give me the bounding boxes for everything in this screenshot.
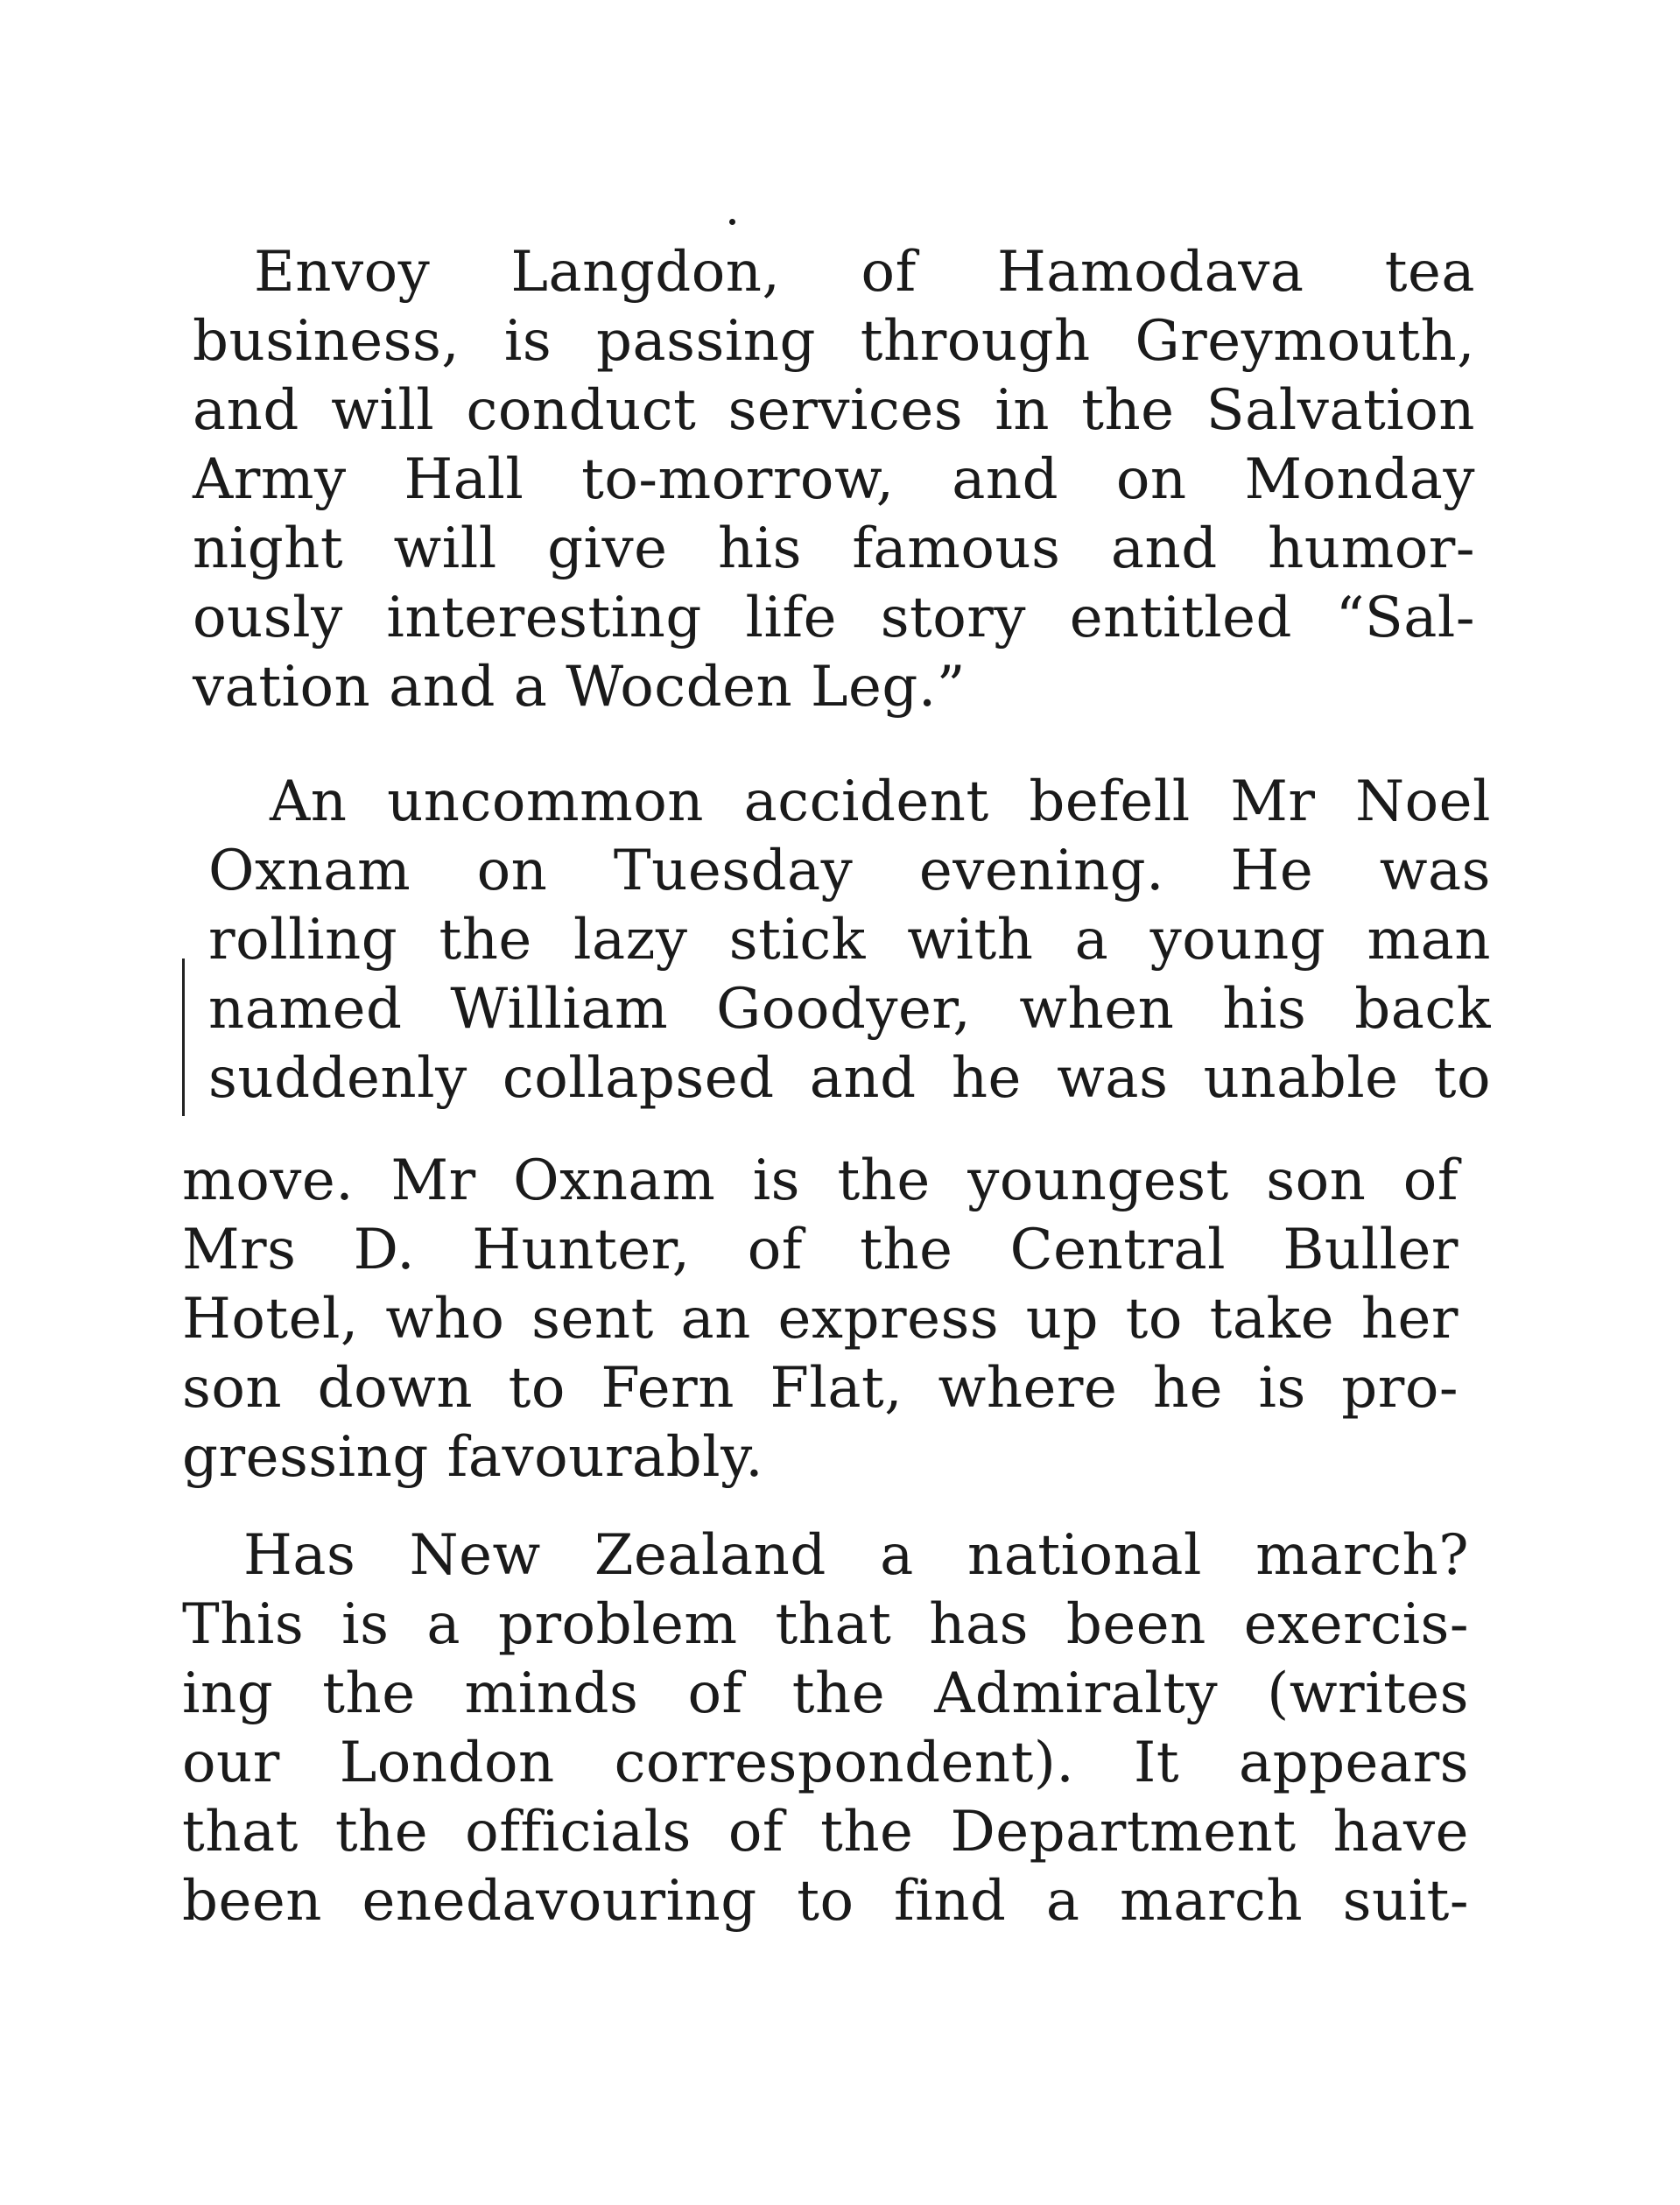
text-line: Oxnam on Tuesday evening. He was xyxy=(208,839,1491,903)
column-rule xyxy=(182,959,185,1116)
paragraph-accident xyxy=(208,768,1491,1113)
text-line: Envoy Langdon, of Hamodava tea xyxy=(254,240,1475,305)
paragraph-national-march xyxy=(182,1521,1469,1936)
text-line: son down to Fern Flat, where he is pro- xyxy=(182,1356,1459,1421)
text-line: named William Goodyer, when his back xyxy=(208,977,1491,1042)
text-line: This is a problem that has been exercis- xyxy=(182,1592,1469,1657)
text-line: suddenly collapsed and he was unable to xyxy=(208,1046,1491,1111)
text-line: been enedavouring to find a march suit- xyxy=(182,1869,1469,1934)
text-line: Mrs D. Hunter, of the Central Buller xyxy=(182,1218,1459,1282)
text-line: Army Hall to-morrow, and on Monday xyxy=(193,447,1475,512)
paragraph-accident-continued xyxy=(182,1147,1459,1492)
text-line: move. Mr Oxnam is the youngest son of xyxy=(182,1148,1459,1213)
text-line: ously interesting life story entitled “Sal- xyxy=(193,586,1475,650)
text-line: and will conduct services in the Salvation xyxy=(193,378,1475,443)
text-line: An uncommon accident befell Mr Noel xyxy=(270,769,1491,834)
text-line: gressing favourably. xyxy=(182,1425,764,1490)
ink-dot xyxy=(729,219,735,225)
text-line: business, is passing through Greymouth, xyxy=(193,309,1475,374)
text-line: vation and a Wocden Leg.” xyxy=(193,655,966,720)
text-line: Hotel, who sent an express up to take her xyxy=(182,1287,1459,1352)
text-line: rolling the lazy stick with a young man xyxy=(208,908,1491,973)
text-line: our London correspondent). It appears xyxy=(182,1731,1469,1795)
text-line: ing the minds of the Admiralty (writes xyxy=(182,1661,1469,1726)
text-line: that the officials of the Department have xyxy=(182,1800,1469,1864)
text-line: night will give his famous and humor- xyxy=(193,516,1475,581)
text-line: Has New Zealand a national march? xyxy=(243,1523,1469,1588)
paragraph-envoy-langdon xyxy=(193,238,1475,722)
